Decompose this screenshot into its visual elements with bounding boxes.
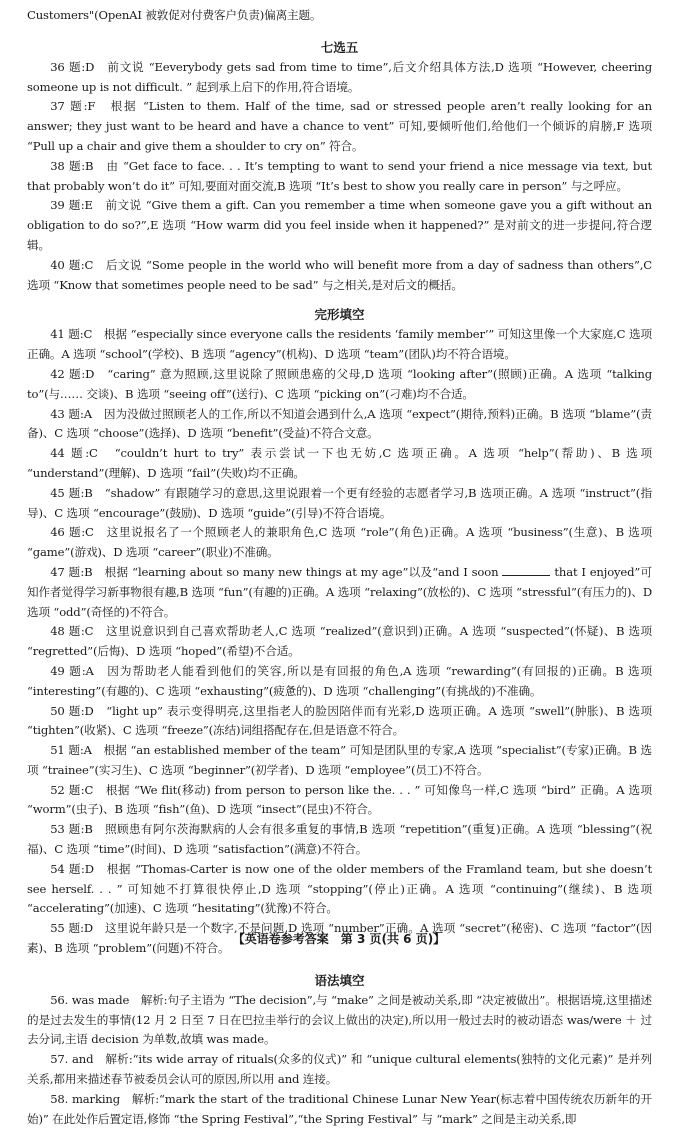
section-title: 七选五: [320, 39, 359, 55]
answer-item-56: 56. was made 解析:句子主语为 “The decision”,与 “make” 之间是被动关系,即 “决定被做出”。根据语境,这里描述的是过去发生的事情(12 月 2 日至 7 日在巴拉圭举行的会议上做出的决定),所以用一般过去时的被动语态 was/were ＋ 过去分词,主语 decision 为单数,故填 was made。: [27, 992, 652, 1047]
answer-item-55: 55 题:D 这里说年龄只是一个数字,不是问题,D 选项 “number”正确。A 选项 “secret”(秘密)、C 选项 “factor”(因素)、B 选项 “problem”(问题)不符合。: [27, 921, 652, 956]
answer-item-51: 51 题:A 根据 “an established member of the team” 可知是团队里的专家,A 选项 “specialist”(专家)正确。B 选项 “trainee”(实习生)、C 选项 “beginner”(初学者)、D 选项 “employee”(员工)不符合。: [27, 743, 652, 777]
answer-item-46: 46 题:C 这里说报名了一个照顾老人的兼职角色,C 选项 “role”(角色)正确。A 选项 “business”(生意)、B 选项 “game”(游戏)、D 选项 “career”(职业)不准确。: [27, 525, 652, 560]
answer-item-39: 39 题:E 前文说 “Give them a gift. Can you remember a time when someone gave you a gift without an obligation to do so?”,E 选项 “How warm did you feel inside when it happened?” 是对前文的进一步提问,符合逻辑。: [27, 198, 652, 252]
section-grammar-fill: [27, 971, 652, 1129]
section-title: 语法填空: [314, 972, 365, 988]
answer-item-50: 50 题:D “light up” 表示变得明亮,这里指老人的脸因陪伴而有光彩,D 选项正确。A 选项 “swell”(肿胀)、B 选项 “tighten”(收紧)、C 选项 “freeze”(冻结)词组搭配存在,但是语意不符合。: [27, 703, 652, 738]
answer-item-48: 48 题:C 这里说意识到自己喜欢帮助老人,C 选项 “realized”(意识到)正确。A 选项 “suspected”(怀疑)、B 选项 “regretted”(后悔)、D 选项 “hoped”(希望)不合适。: [27, 624, 652, 659]
answer-item-52: 52 题:C 根据 “We flit(移动) from person to person like the. . . ” 可知像鸟一样,C 选项 “bird” 正确。A 选项 “worm”(虫子)、B 选项 “fish”(鱼)、D 选项 “insect”(昆虫)不符合。: [27, 782, 652, 817]
answer-item-44: 44 题:C “couldn’t hurt to try” 表示尝试一下也无妨,C 选项正确。A 选项 “help”(帮助)、B 选项 “understand”(理解)、D 选项 “fail”(失败)均不正确。: [27, 446, 652, 480]
answer-text-before-blank: 47 题:B 根据 “learning about so many new things at my age”以及“and I soon: [50, 564, 499, 579]
answer-item-43: 43 题:A 因为没做过照顾老人的工作,所以不知道会遇到什么,A 选项 “expect”(期待,预料)正确。B 选项 “blame”(责备)、C 选项 “choose”(选择)、D 选项 “benefit”(受益)不符合文意。: [27, 406, 652, 441]
answer-item-40: 40 题:C 后文说 “Some people in the world who will benefit more from a day of sadness than others”,C 选项 “Know that sometimes people need to be sad” 与之相关,是对后文的概括。: [27, 257, 652, 292]
section-cloze: [27, 305, 652, 959]
fill-in-blank-line: [502, 563, 550, 576]
intro-text: Customers"(OpenAI 被敦促对付费客户负责)偏离主题。: [27, 8, 322, 22]
answer-item-54: 54 题:D 根据 “Thomas-Carter is now one of the older members of the Framland team, but she doesn’t see herself. . . ” 可知她不打算很快停止,D 选项 “stopping”(停止)正确。A 选项 “continuing”(继续)、B 选项 “accelerating”(加速)、C 选项 “hesitating”(犹豫)不符合。: [27, 861, 652, 916]
answer-item-49: 49 题:A 因为帮助老人能看到他们的笑容,所以是有回报的角色,A 选项 “rewarding”(有回报的)正确。B 选项 “interesting”(有趣的)、C 选项 “exhausting”(疲惫的)、D 选项 “challenging”(有挑战的)不准确。: [27, 663, 652, 698]
answer-item-36: 36 题:D 前文说 “Eeverybody gets sad from time to time”,后文介绍具体方法,D 选项 “However, cheering someone up is not difficult. ” 起到承上启下的作用,符合语境。: [27, 59, 652, 94]
answer-item-53: 53 题:B 照顾患有阿尔茨海默病的人会有很多重复的事情,B 选项 “repetition”(重复)正确。A 选项 “blessing”(祝福)、C 选项 “time”(时间)、D 选项 “satisfaction”(满意)不符合。: [27, 822, 652, 857]
section-seven-choose-five: [27, 38, 652, 296]
answer-item-38: 38 题:B 由 “Get face to face. . . It’s tempting to want to send your friend a nice message via text, but that probably won’t do it” 可知,要面对面交流,B 选项 “It’s best to show you really care in person” 与之呼应。: [27, 158, 652, 193]
answer-item-47: [27, 563, 652, 622]
answer-item-45: 45 题:B “shadow” 有跟随学习的意思,这里说跟着一个更有经验的志愿者学习,B 选项正确。A 选项 “instruct”(指导)、C 选项 “encourage”(鼓励)、D 选项 “guide”(引导)不符合语境。: [27, 485, 652, 520]
answer-text-after-blank: that I enjoyed”可知作者觉得学习新事物很有趣,B 选项 “fun”(有趣的)正确。A 选项 “relaxing”(放松的)、C 选项 “stressful”(有压力的)、D 选项 “odd”(奇怪的)不符合。: [27, 564, 652, 619]
section-title: 完形填空: [314, 307, 365, 323]
answer-item-58: 58. marking 解析:“mark the start of the traditional Chinese Lunar New Year(标志着中国传统农历新年的开始)” 在此处作后置定语,修饰 “the Spring Festival”,“the Spring Festival” 与 “mark” 之间是主动关系,即: [27, 1091, 652, 1126]
answer-item-41: 41 题:C 根据 “especially since everyone calls the residents ‘family member’” 可知这里像一个大家庭,C 选项正确。A 选项 “school”(学校)、B 选项 “agency”(机构)、D 选项 “team”(团队)均不符合语境。: [27, 327, 652, 362]
page-footer: 【英语卷参考答案 第 3 页(共 6 页)】: [232, 932, 446, 946]
answer-item-57: 57. and 解析:“its wide array of rituals(众多的仪式)” 和 “unique cultural elements(独特的文化元素)” 是并列关系,都用来描述春节被委员会认可的原因,所以用 and 连接。: [27, 1052, 652, 1087]
answer-item-37: 37 题:F 根据 “Listen to them. Half of the time, sad or stressed people aren’t really looking for an answer; they just want to be heard and have a chance to vent” 可知,要倾听他们,给他们一个倾诉的肩膀,F 选项 “Pull up a chair and give them a shoulder to cry on” 符合。: [27, 99, 652, 153]
answer-item-42: 42 题:D “caring” 意为照顾,这里说除了照顾患癌的父母,D 选项 “looking after”(照顾)正确。A 选项 “talking to”(与…… 交谈)、B 选项 “seeing off”(送行)、C 选项 “picking on”(刁难)均不合适。: [27, 366, 652, 401]
